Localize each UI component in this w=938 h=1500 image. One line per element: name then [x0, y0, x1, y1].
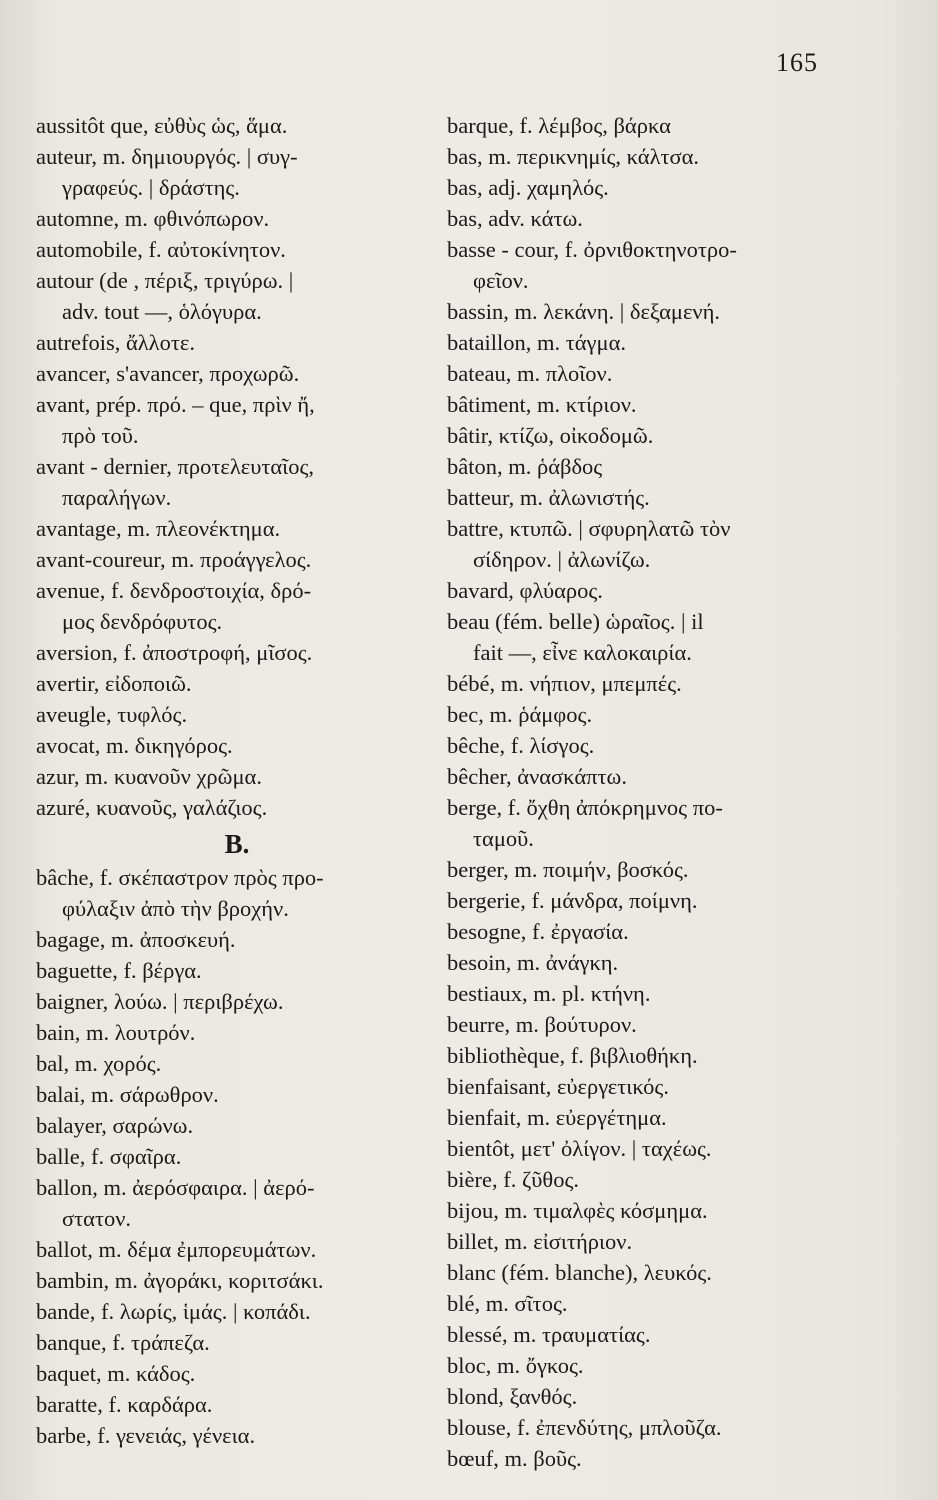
entry-text: bêche, f. λίσγος.	[447, 733, 595, 758]
entry-text: avant-coureur, m. προάγγελος.	[36, 547, 312, 572]
dictionary-entry	[36, 730, 428, 761]
dictionary-entry	[447, 1443, 842, 1474]
dictionary-entry	[36, 513, 428, 544]
dictionary-entry	[36, 1327, 428, 1358]
dictionary-entry	[447, 606, 842, 668]
dictionary-entry	[36, 986, 428, 1017]
entry-continuation: σίδηρον. | ἀλωνίζω.	[473, 547, 651, 572]
entry-text: avertir, εἰδοποιῶ.	[36, 671, 192, 696]
entry-continuation: στατον.	[62, 1206, 132, 1231]
entry-continuation: φεῖον.	[473, 268, 529, 293]
entry-continuation: adv. tout —, ὁλόγυρα.	[62, 299, 262, 324]
left-column	[36, 110, 428, 1451]
entry-text: blond, ξανθός.	[447, 1384, 578, 1409]
entry-continuation: φύλαξιν ἀπὸ τὴν βροχήν.	[62, 896, 289, 921]
dictionary-entry	[447, 451, 842, 482]
entry-text: berge, f. ὄχθη ἀπόκρημνος πο-	[447, 795, 723, 820]
entry-text: bassin, m. λεκάνη. | δεξαμενή.	[447, 299, 720, 324]
entry-text: bienfait, m. εὐεργέτημα.	[447, 1105, 667, 1130]
entry-text: bateau, m. πλοῖον.	[447, 361, 613, 386]
dictionary-entry	[36, 1079, 428, 1110]
entry-text: bagage, m. ἀποσκευή.	[36, 927, 236, 952]
entry-text: bloc, m. ὄγκος.	[447, 1353, 584, 1378]
dictionary-entry	[447, 234, 842, 296]
entry-text: beau (fém. belle) ὡραῖος. | il	[447, 609, 704, 634]
right-column	[447, 110, 842, 1474]
dictionary-entry	[36, 1048, 428, 1079]
dictionary-entry	[447, 1133, 842, 1164]
dictionary-entry	[447, 389, 842, 420]
entry-continuation: ταμοῦ.	[473, 826, 534, 851]
entry-text: bière, f. ζῦθος.	[447, 1167, 579, 1192]
dictionary-entry	[447, 761, 842, 792]
entry-text: azur, m. κυανοῦν χρῶμα.	[36, 764, 262, 789]
entry-text: azuré, κυανοῦς, γαλάζιος.	[36, 795, 268, 820]
dictionary-entry	[36, 637, 428, 668]
entry-text: battre, κτυπῶ. | σφυρηλατῶ τὸν	[447, 516, 731, 541]
dictionary-entry	[447, 1381, 842, 1412]
dictionary-entry	[36, 792, 428, 823]
dictionary-entry	[36, 141, 428, 203]
entry-text: avenue, f. δενδροστοιχία, δρό-	[36, 578, 312, 603]
entry-text: bestiaux, m. pl. κτήνη.	[447, 981, 651, 1006]
dictionary-entry	[36, 924, 428, 955]
dictionary-entry	[447, 854, 842, 885]
dictionary-entry	[447, 482, 842, 513]
dictionary-entry	[447, 699, 842, 730]
entry-text: bergerie, f. μάνδρα, ποίμνη.	[447, 888, 698, 913]
entries-b-list	[36, 862, 428, 1451]
entry-text: batteur, m. ἀλωνιστής.	[447, 485, 650, 510]
entry-text: bâton, m. ῥάβδος	[447, 454, 603, 479]
dictionary-entry	[36, 668, 428, 699]
entry-text: aussitôt que, εὐθὺς ὡς, ἅμα.	[36, 113, 288, 138]
entry-continuation: fait —, εἶνε καλοκαιρία.	[473, 640, 692, 665]
dictionary-entry	[36, 451, 428, 513]
entry-text: baratte, f. καρδάρα.	[36, 1392, 213, 1417]
entry-text: bœuf, m. βοῦς.	[447, 1446, 582, 1471]
dictionary-entry	[36, 862, 428, 924]
dictionary-entry	[447, 327, 842, 358]
dictionary-entry	[447, 513, 842, 575]
dictionary-entry	[447, 1102, 842, 1133]
dictionary-entry	[36, 699, 428, 730]
entry-text: barque, f. λέμβος, βάρκα	[447, 113, 671, 138]
dictionary-entry	[36, 389, 428, 451]
entry-text: bientôt, μετ' ὀλίγον. | ταχέως.	[447, 1136, 712, 1161]
dictionary-entry	[36, 203, 428, 234]
entry-text: bande, f. λωρίς, ἱμάς. | κοπάδι.	[36, 1299, 311, 1324]
dictionary-entry	[36, 1296, 428, 1327]
dictionary-entry	[447, 296, 842, 327]
dictionary-entry	[36, 1017, 428, 1048]
entries-a-list	[36, 110, 428, 823]
dictionary-entry	[36, 544, 428, 575]
entry-text: bambin, m. ἀγοράκι, κοριτσάκι.	[36, 1268, 324, 1293]
entry-text: auteur, m. δημιουργός. | συγ-	[36, 144, 298, 169]
dictionary-entry	[447, 1412, 842, 1443]
entry-text: ballot, m. δέμα ἐμπορευμάτων.	[36, 1237, 317, 1262]
entry-text: bas, adv. κάτω.	[447, 206, 583, 231]
entry-text: balayer, σαρώνω.	[36, 1113, 194, 1138]
dictionary-entry	[447, 1009, 842, 1040]
entry-text: avantage, m. πλεονέκτημα.	[36, 516, 281, 541]
dictionary-entry	[447, 420, 842, 451]
dictionary-entry	[36, 1265, 428, 1296]
entry-text: besoin, m. ἀνάγκη.	[447, 950, 619, 975]
entry-continuation: παραλήγων.	[62, 485, 172, 510]
dictionary-entry	[36, 110, 428, 141]
entry-text: avocat, m. δικηγόρος.	[36, 733, 233, 758]
entry-text: aveugle, τυφλός.	[36, 702, 188, 727]
dictionary-entry	[447, 1319, 842, 1350]
dictionary-entry	[447, 110, 842, 141]
dictionary-entry	[447, 1257, 842, 1288]
dictionary-entry	[447, 1195, 842, 1226]
entry-text: bataillon, m. τάγμα.	[447, 330, 626, 355]
dictionary-entry	[447, 885, 842, 916]
entry-text: barbe, f. γενειάς, γένεια.	[36, 1423, 256, 1448]
dictionary-entry	[447, 978, 842, 1009]
entry-text: autrefois, ἄλλοτε.	[36, 330, 195, 355]
dictionary-entry	[447, 1164, 842, 1195]
entry-text: balai, m. σάρωθρον.	[36, 1082, 219, 1107]
entry-continuation: γραφεύς. | δράστης.	[62, 175, 240, 200]
entry-text: blé, m. σῖτος.	[447, 1291, 568, 1316]
entry-text: bibliothèque, f. βιβλιοθήκη.	[447, 1043, 698, 1068]
dictionary-entry	[447, 792, 842, 854]
dictionary-entry	[447, 172, 842, 203]
entry-text: autour (de , πέριξ, τριγύρω. |	[36, 268, 294, 293]
entry-text: bal, m. χορός.	[36, 1051, 162, 1076]
entry-text: avant - dernier, προτελευταῖος,	[36, 454, 315, 479]
entry-text: bêcher, ἀνασκάπτω.	[447, 764, 627, 789]
entry-text: beurre, m. βούτυρον.	[447, 1012, 637, 1037]
dictionary-entry	[447, 1226, 842, 1257]
entry-text: balle, f. σφαῖρα.	[36, 1144, 182, 1169]
entry-text: bas, m. περικνημίς, κάλτσα.	[447, 144, 700, 169]
entry-text: bavard, φλύαρος.	[447, 578, 603, 603]
entry-continuation: πρὸ τοῦ.	[62, 423, 139, 448]
entry-text: automne, m. φθινόπωρον.	[36, 206, 270, 231]
entry-text: bain, m. λουτρόν.	[36, 1020, 196, 1045]
dictionary-entry	[447, 947, 842, 978]
entry-text: basse - cour, f. ὀρνιθοκτηνοτρο-	[447, 237, 737, 262]
entry-text: baigner, λούω. | περιβρέχω.	[36, 989, 284, 1014]
dictionary-entry	[36, 1420, 428, 1451]
entry-text: besogne, f. ἐργασία.	[447, 919, 629, 944]
entry-text: bébé, m. νήπιον, μπεμπές.	[447, 671, 682, 696]
entry-text: blanc (fém. blanche), λευκός.	[447, 1260, 712, 1285]
entry-text: banque, f. τράπεζα.	[36, 1330, 210, 1355]
entry-text: automobile, f. αὐτοκίνητον.	[36, 237, 286, 262]
dictionary-entry	[447, 916, 842, 947]
entry-text: baquet, m. κάδος.	[36, 1361, 196, 1386]
dictionary-entry	[36, 234, 428, 265]
entry-text: bienfaisant, εὐεργετικός.	[447, 1074, 669, 1099]
entry-text: bijou, m. τιμαλφὲς κόσμημα.	[447, 1198, 708, 1223]
entries-right-list	[447, 110, 842, 1474]
entry-text: bas, adj. χαμηλός.	[447, 175, 609, 200]
dictionary-entry	[36, 1110, 428, 1141]
section-letter-heading: B.	[224, 829, 250, 859]
dictionary-entry	[36, 955, 428, 986]
dictionary-entry	[36, 358, 428, 389]
page-number: 165	[776, 48, 818, 77]
entry-text: baguette, f. βέργα.	[36, 958, 202, 983]
entry-text: billet, m. εἰσιτήριον.	[447, 1229, 633, 1254]
dictionary-entry	[447, 668, 842, 699]
dictionary-entry	[447, 141, 842, 172]
dictionary-entry	[36, 1172, 428, 1234]
entry-text: bâtir, κτίζω, οἰκοδομῶ.	[447, 423, 654, 448]
entry-text: avant, prép. πρό. – que, πρὶν ἤ,	[36, 392, 315, 417]
dictionary-entry	[36, 575, 428, 637]
entry-text: blessé, m. τραυματίας.	[447, 1322, 651, 1347]
dictionary-entry	[36, 1358, 428, 1389]
dictionary-entry	[36, 1141, 428, 1172]
entry-continuation: μος δενδρόφυτος.	[62, 609, 223, 634]
entry-text: aversion, f. ἀποστροφή, μῖσος.	[36, 640, 313, 665]
entry-text: avancer, s'avancer, προχωρῶ.	[36, 361, 300, 386]
dictionary-entry	[447, 1040, 842, 1071]
dictionary-entry	[36, 1234, 428, 1265]
dictionary-entry	[447, 575, 842, 606]
entry-text: bec, m. ῥάμφος.	[447, 702, 593, 727]
dictionary-entry	[447, 1071, 842, 1102]
entry-text: berger, m. ποιμήν, βοσκός.	[447, 857, 689, 882]
dictionary-entry	[36, 265, 428, 327]
entry-text: ballon, m. ἀερόσφαιρα. | ἀερό-	[36, 1175, 315, 1200]
dictionary-entry	[447, 1350, 842, 1381]
dictionary-entry	[447, 358, 842, 389]
entry-text: bâtiment, m. κτίριον.	[447, 392, 637, 417]
dictionary-entry	[36, 327, 428, 358]
entry-text: blouse, f. ἐπενδύτης, μπλοῦζα.	[447, 1415, 722, 1440]
dictionary-entry	[447, 1288, 842, 1319]
dictionary-entry	[447, 203, 842, 234]
dictionary-entry	[36, 761, 428, 792]
dictionary-entry	[447, 730, 842, 761]
entry-text: bâche, f. σκέπαστρον πρὸς προ-	[36, 865, 324, 890]
dictionary-entry	[36, 1389, 428, 1420]
